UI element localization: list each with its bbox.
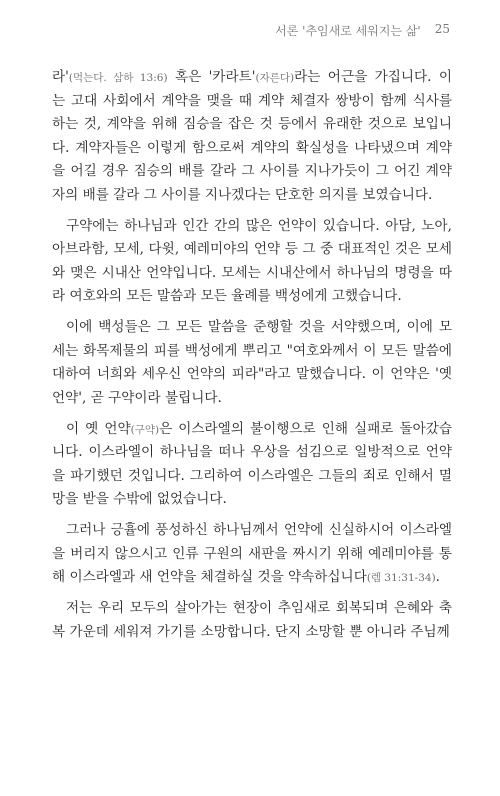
text-line — [52, 137, 452, 161]
text-line — [52, 340, 452, 364]
running-header — [275, 22, 450, 39]
text-line — [52, 363, 452, 387]
text-segment: 이 옛 언약 — [66, 420, 131, 437]
text-segment: 는 고대 사회에서 계약을 맺을 때 계약 체결자 쌍방이 함께 식사를 — [52, 92, 452, 109]
text-line — [52, 215, 452, 239]
text-segment: 을 어길 경우 짐승의 배를 갈라 그 사이를 지나가듯이 그 어긴 계약 — [52, 163, 452, 179]
text-line — [52, 113, 452, 137]
text-segment: 아브라함, 모세, 다윗, 예레미야의 언약 등 그 중 대표적인 것은 모세 — [52, 241, 452, 257]
text-segment: 하는 것, 계약을 위해 짐승을 잡은 것 등에서 유래한 것으로 보입니 — [52, 116, 452, 132]
text-segment: 저는 우리 모두의 살아가는 현장이 추임새로 회복되며 은혜와 축 — [66, 600, 452, 616]
paragraph — [52, 597, 452, 644]
text-segment: 라는 어근을 가집니다. 이 — [294, 69, 452, 85]
text-line — [52, 285, 452, 309]
paragraph — [52, 418, 452, 512]
text-segment: 그러나 긍휼에 풍성하신 하나님께서 언약에 신실하시어 이스라엘 — [66, 522, 452, 538]
text-line — [52, 418, 452, 442]
text-line — [52, 160, 452, 184]
text-segment: 혹은 '카라트' — [167, 69, 256, 85]
text-line — [52, 387, 452, 411]
paragraph — [52, 519, 452, 590]
text-segment: 세는 화목제물의 피를 백성에게 뿌리고 "여호와께서 이 모든 말씀에 — [52, 342, 452, 359]
text-line — [52, 90, 452, 114]
paragraph — [52, 215, 452, 309]
text-segment: 다. 계약자들은 이렇게 함으로써 계약의 확실성을 나타냈으며 계약 — [52, 139, 452, 156]
text-segment: 라 여호와의 모든 말씀과 모든 율례를 백성에게 고했습니다. — [52, 288, 402, 304]
page-number: 25 — [434, 22, 450, 36]
paragraph — [52, 66, 452, 207]
text-segment: 언약', 곧 구약이라 불립니다. — [52, 389, 222, 406]
running-title: 서론 '추임새로 세워지는 삶' — [275, 24, 421, 38]
text-segment: . — [435, 569, 440, 585]
body-text — [52, 66, 452, 652]
text-segment: 니다. 이스라엘이 하나님을 떠나 우상을 섬김으로 일방적으로 언약 — [52, 444, 452, 460]
inline-note: (구약) — [130, 423, 160, 436]
text-segment: 와 맺은 시내산 언약입니다. 모세는 시내산에서 하나님의 명령을 따 — [52, 264, 452, 281]
text-segment: 은 이스라엘의 불이행으로 인해 실패로 돌아갔습 — [159, 420, 452, 437]
text-segment: 을 파기했던 것입니다. 그리하여 이스라엘은 그들의 죄로 인해서 멸 — [52, 467, 452, 484]
inline-note: (자른다) — [255, 72, 295, 84]
text-line — [52, 488, 452, 512]
text-line — [52, 66, 452, 90]
text-segment: 복 가운데 세워져 가기를 소망합니다. 단지 소망할 뿐 아니라 주님께 — [52, 623, 450, 640]
text-segment: 자의 배를 갈라 그 사이를 지나겠다는 단호한 의지를 보였습니다. — [52, 186, 433, 203]
text-line — [52, 519, 452, 543]
text-line — [52, 238, 452, 262]
text-segment: 대하여 너희와 세우신 언약의 피라"라고 말했습니다. 이 언약은 '옛 — [52, 366, 452, 382]
text-segment: 망을 받을 수밖에 없었습니다. — [52, 491, 227, 507]
text-segment: 구약에는 하나님과 인간 간의 많은 언약이 있습니다. 아담, 노아, — [66, 217, 452, 234]
text-segment: 이에 백성들은 그 모든 말씀을 준행할 것을 서약했으며, 이에 모 — [66, 319, 452, 335]
text-segment: 을 버리지 않으시고 인류 구원의 새판을 짜시기 위해 예레미야를 통 — [52, 545, 452, 562]
text-line — [52, 184, 452, 208]
text-line — [52, 262, 452, 286]
text-segment: 해 이스라엘과 새 언약을 체결하실 것을 약속하십니다 — [52, 569, 367, 585]
text-segment: 라' — [52, 69, 69, 85]
text-line — [52, 441, 452, 465]
text-line — [52, 566, 452, 590]
text-line — [52, 597, 452, 621]
paragraph — [52, 316, 452, 410]
text-line — [52, 465, 452, 489]
inline-note: (먹는다. 삼하 13:6) — [68, 72, 168, 84]
inline-note: (렘 31:31-34) — [366, 572, 436, 584]
text-line — [52, 316, 452, 340]
text-line — [52, 543, 452, 567]
text-line — [52, 621, 452, 645]
